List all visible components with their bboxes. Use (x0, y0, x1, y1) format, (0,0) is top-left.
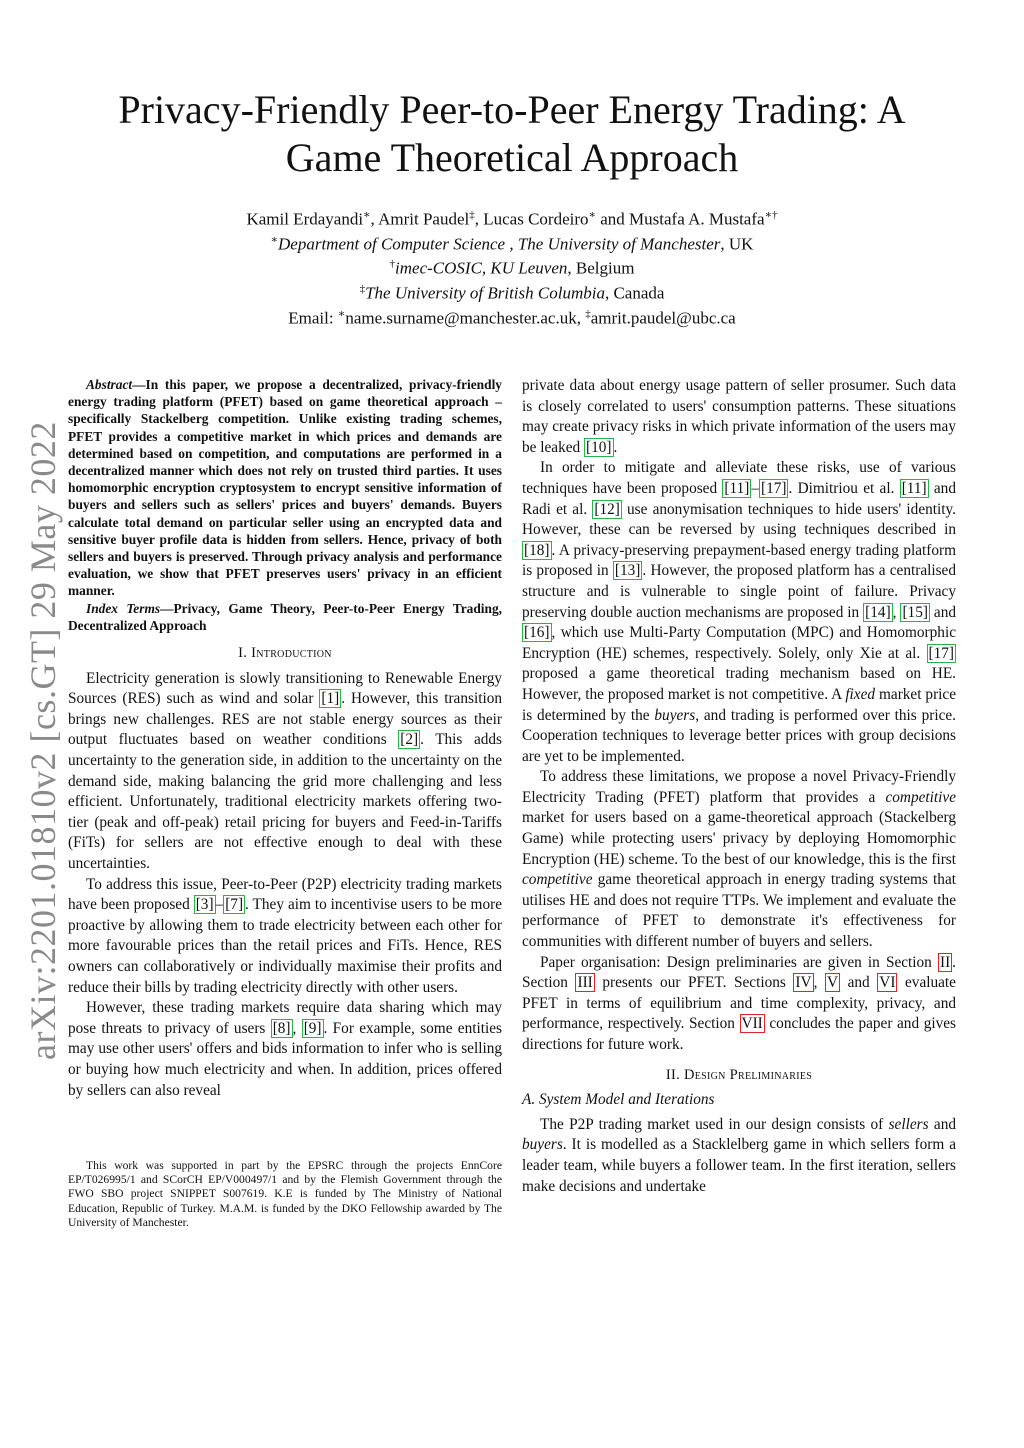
abstract-text: —In this paper, we propose a decentralized, privacy-friendly energy trading platform (PFET) based on game theoretical approach – specifically Stackelberg competition. Unlike existing trading schemes, PFET provides a competitive market in which prices and demands are determined based on competition, and computations are performed in a decentralized manner which does not rely on trusted third parties. It uses homomorphic encryption cryptosystem to encrypt sensitive information of buyers and sellers such as sellers' prices and buyers' demands. Buyers calculate total demand on particular seller using an encrypted data and sensitive buyer profile data is hidden from sellers. Hence, privacy of both sellers and buyers is preserved. Through privacy analysis and performance evaluation, we show that PFET preserves users' privacy in an efficient manner. (68, 377, 502, 599)
section-heading-design-preliminaries: II. Design Preliminaries (665, 1066, 813, 1083)
right-column (522, 376, 956, 1197)
section-link[interactable]: IV (795, 974, 812, 992)
citation-link[interactable]: [18] (524, 541, 550, 559)
section-heading-introduction: I. Introduction (238, 645, 332, 662)
author-names: Kamil Erdayandi∗, Amrit Paudel‡, Lucas Cordeiro∗ and Mustafa A. Mustafa∗† (246, 209, 778, 229)
funding-footnote: This work was supported in part by the EPSRC through the projects EnnCore EP/T026995/1 and SCorCH EP/V000497/1 and by the Flemish Government through the FWO SBO project SNIPPET S007619. K.E is funded by The Ministry of National Education, Republic of Turkey. M.A.M. is funded by the DKO Fellowship awarded by The University of Manchester. (68, 1159, 502, 1229)
affiliation-1: ∗Department of Computer Science , The University of Manchester, UK (270, 233, 754, 254)
citation-link[interactable]: [12] (594, 500, 620, 518)
citation-link[interactable]: [16] (524, 624, 550, 642)
arxiv-identifier: arXiv:2201.01810v2 [cs.GT] 29 May 2022 (23, 421, 63, 1060)
citation-link[interactable]: [2] (400, 731, 419, 749)
intro-paragraph-1: Electricity generation is slowly transitioning to Renewable Energy Sources (RES) such as wind and solar [1] . However, this transition brings new challenges. RES are not stable energy sources as their output fluctuates based on weather conditions [2] . This adds uncertainty to the generation side, in addition to the uncertainty on the demand side, making balancing the grid more challenging and less efficient. Unfortunately, traditional electricity markets offering two-tier (peak and off-peak) retail pricing for buyers and Feed-in-Tariffs (FiTs) for sellers are not effective enough to deal with these uncertainties. (68, 669, 502, 872)
title-line-1: Privacy-Friendly Peer-to-Peer Energy Trading: A (118, 87, 906, 132)
citation-link[interactable]: [15] (902, 603, 928, 621)
citation-link[interactable]: [7] (225, 896, 244, 914)
intro-paragraph-3: However, these trading markets require data sharing which may pose threats to privacy of users [8] , [9] . For example, some entities may use other users' offers and bids information to infer who is selling or buying how much electricity and when. In addition, prices offered by sellers can also reveal (68, 999, 502, 1099)
affiliation-3: ‡The University of British Columbia, Canada (359, 282, 665, 303)
citation-link[interactable]: [13] (614, 562, 641, 580)
index-terms-text: —Privacy, Game Theory, Peer-to-Peer Energy Trading, Decentralized Approach (68, 600, 503, 633)
citation-link[interactable]: [3] (195, 896, 214, 914)
citation-link[interactable]: [11] (724, 479, 750, 497)
section-link[interactable]: VII (741, 1015, 763, 1033)
email-line: Email: ∗name.surname@manchester.ac.uk, ‡amrit.paudel@ubc.ca (288, 307, 736, 328)
intro-paragraph-5: To address these limitations, we propose a novel Privacy-Friendly Electricity Trading (PFET) platform that provides a competitive market for users based on a game-theoretical approach (Stackelberg Game) while protecting users' privacy by deploying Homomorphic Encryption (HE) scheme. To the best of our knowledge, this is the first competitive game theoretical approach in energy trading systems that utilises HE and does not require TTPs. We implement and evaluate the performance of PFET to demonstrate it's effectiveness for communities with different number of buyers and sellers. (522, 768, 956, 951)
index-terms-lead: Index Terms (86, 600, 161, 616)
section-link[interactable]: II (939, 953, 951, 971)
section-link[interactable]: III (577, 974, 593, 992)
abstract (68, 376, 502, 634)
citation-link[interactable]: [17] (760, 479, 787, 497)
citation-link[interactable]: [14] (865, 603, 891, 621)
citation-link[interactable]: [17] (928, 644, 954, 662)
intro-paragraph-3-cont: private data about energy usage pattern of seller prosumer. Such data is closely correlated to users' consumption patterns. These situations may create privacy risks in which private information of the users may be leaked [10] . (522, 377, 956, 456)
abstract-lead: Abstract (86, 377, 133, 392)
title-line-2: Game Theoretical Approach (285, 135, 739, 180)
citation-link[interactable]: [11] (901, 479, 927, 497)
section-link[interactable]: VI (879, 974, 896, 992)
section-link[interactable]: V (826, 974, 839, 992)
intro-paragraph-6: Paper organisation: Design preliminaries are given in Section II . Section III presents our PFET. Sections IV , V and VI evaluate PFET in terms of equilibrium and time complexity, privacy, and performance, respectively. Section VII concludes the paper and gives directions for future work. (522, 953, 956, 1053)
citation-link[interactable]: [10] (586, 438, 612, 456)
author-block (60, 205, 964, 328)
paper-title (60, 86, 964, 182)
citation-link[interactable]: [9] (303, 1019, 322, 1037)
subsection-heading-system-model: A. System Model and Iterations (522, 1091, 715, 1109)
citation-link[interactable]: [8] (272, 1019, 291, 1037)
system-model-paragraph: The P2P trading market used in our design consists of sellers and buyers. It is modelled as a Stacklelberg game in which sellers form a leader team, while buyers a follower team. In the first iteration, sellers make decisions and undertake (522, 1115, 956, 1195)
intro-paragraph-2: To address this issue, Peer-to-Peer (P2P) electricity trading markets have been proposed [3] – [7] . They aim to incentivise users to be more proactive by allowing them to trade electricity between each other for more favourable prices than the retail prices and FiTs. Hence, RES owners can collaboratively or individually maximise their profits and reduce their bills by trading electricity directly with other users. (68, 875, 502, 996)
left-column (68, 376, 502, 1101)
intro-paragraph-4: In order to mitigate and alleviate these risks, use of various techniques have been proposed [11] – [17] . Dimitriou et al. [11] and Radi et al. [12] use anonymisation techniques to hide users' identity. However, these can be reversed by using techniques described in [18] . A privacy-preserving prepayment-based energy trading platform is proposed in [13] . However, the proposed platform has a centralised structure and is vulnerable to single point of failure. Privacy preserving double auction mechanisms are proposed in [14] , [15] and [16] , which use Multi-Party Computation (MPC) and Homomorphic Encryption (HE) schemes, respectively. Solely, only Xie at al. [17] proposed a game theoretical trading mechanism based on HE. However, the proposed market is not competitive. A fixed market price is determined by the buyers, and trading is performed over this price. Cooperation techniques to leverage better prices with group decisions are yet to be implemented. (522, 459, 956, 765)
affiliation-2: †imec-COSIC, KU Leuven, Belgium (389, 258, 635, 278)
citation-link[interactable]: [1] (321, 690, 340, 708)
